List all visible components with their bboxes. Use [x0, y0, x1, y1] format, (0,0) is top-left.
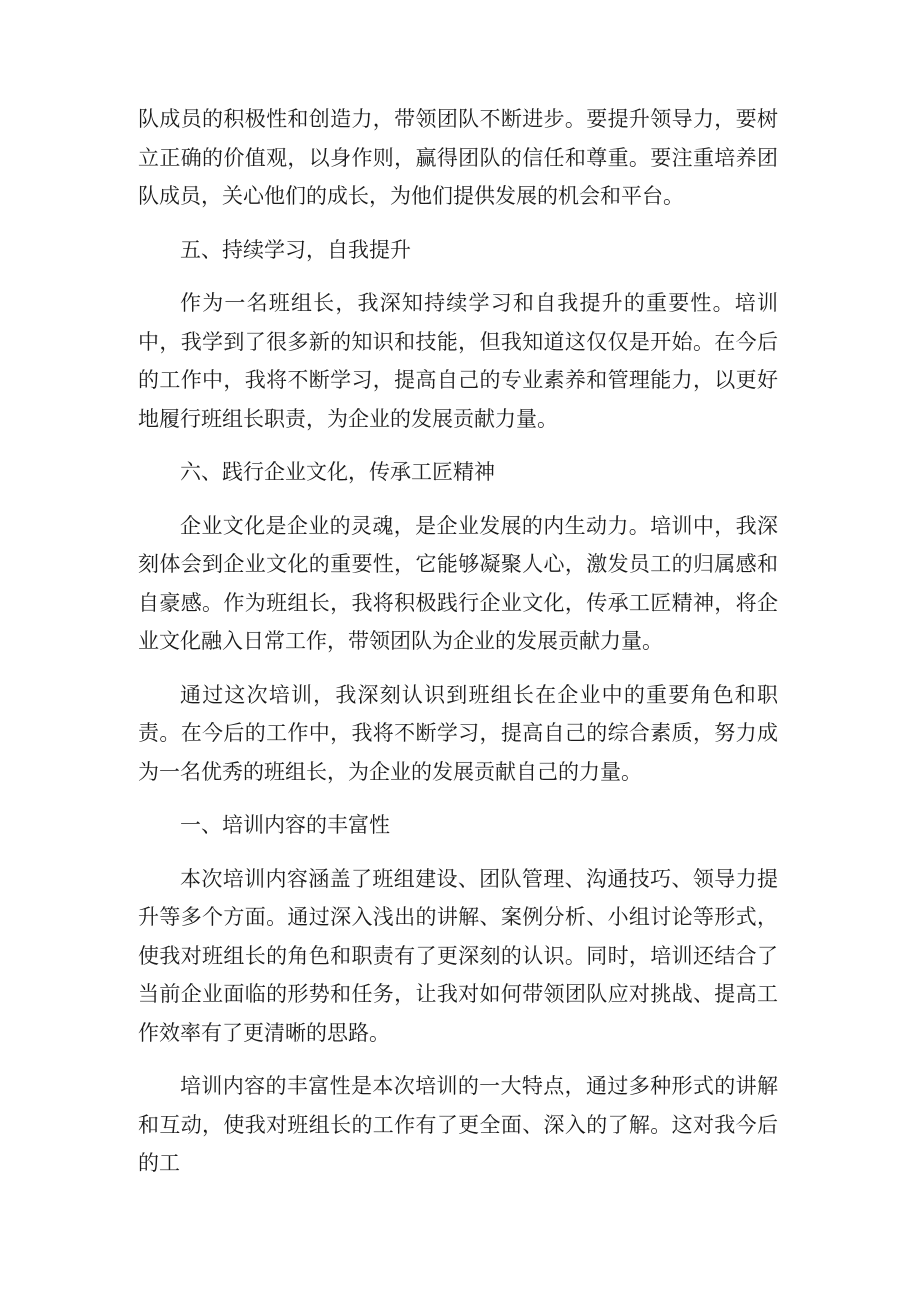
paragraph: 培训内容的丰富性是本次培训的一大特点，通过多种形式的讲解和互动，使我对班组长的工作有了更全面、深入的了解。这对我今后的工: [138, 1074, 778, 1175]
section-heading-six: 六、践行企业文化，传承工匠精神: [180, 460, 495, 484]
paragraph-continued: 队成员的积极性和创造力，带领团队不断进步。要提升领导力，要树立正确的价值观，以身作则，赢得团队的信任和尊重。要注重培养团队成员，关心他们的成长，为他们提供发展的机会和平台。: [138, 107, 778, 208]
paragraph: 企业文化是企业的灵魂，是企业发展的内生动力。培训中，我深刻体会到企业文化的重要性，它能够凝聚人心，激发员工的归属感和自豪感。作为班组长，我将积极践行企业文化，传承工匠精神，将企业文化融入日常工作，带领团队为企业的发展贡献力量。: [138, 513, 778, 653]
section-heading-five: 五、持续学习，自我提升: [180, 237, 411, 262]
paragraph: 本次培训内容涵盖了班组建设、团队管理、沟通技巧、领导力提升等多个方面。通过深入浅出的讲解、案例分析、小组讨论等形式，使我对班组长的角色和职责有了更深刻的认识。同时，培训还结合了当前企业面临的形势和任务，让我对如何带领团队应对挑战、提高工作效率有了更清晰的思路。: [138, 866, 778, 1045]
paragraph: 通过这次培训，我深刻认识到班组长在企业中的重要角色和职责。在今后的工作中，我将不断学习，提高自己的综合素质，努力成为一名优秀的班组长，为企业的发展贡献自己的力量。: [138, 682, 778, 784]
document-page: [138, 100, 778, 1198]
section-heading-one: 一、培训内容的丰富性: [180, 813, 390, 837]
paragraph: 作为一名班组长，我深知持续学习和自我提升的重要性。培训中，我学到了很多新的知识和技能，但我知道这仅仅是开始。在今后的工作中，我将不断学习，提高自己的专业素养和管理能力，以更好地履行班组长职责，为企业的发展贡献力量。: [138, 291, 778, 431]
